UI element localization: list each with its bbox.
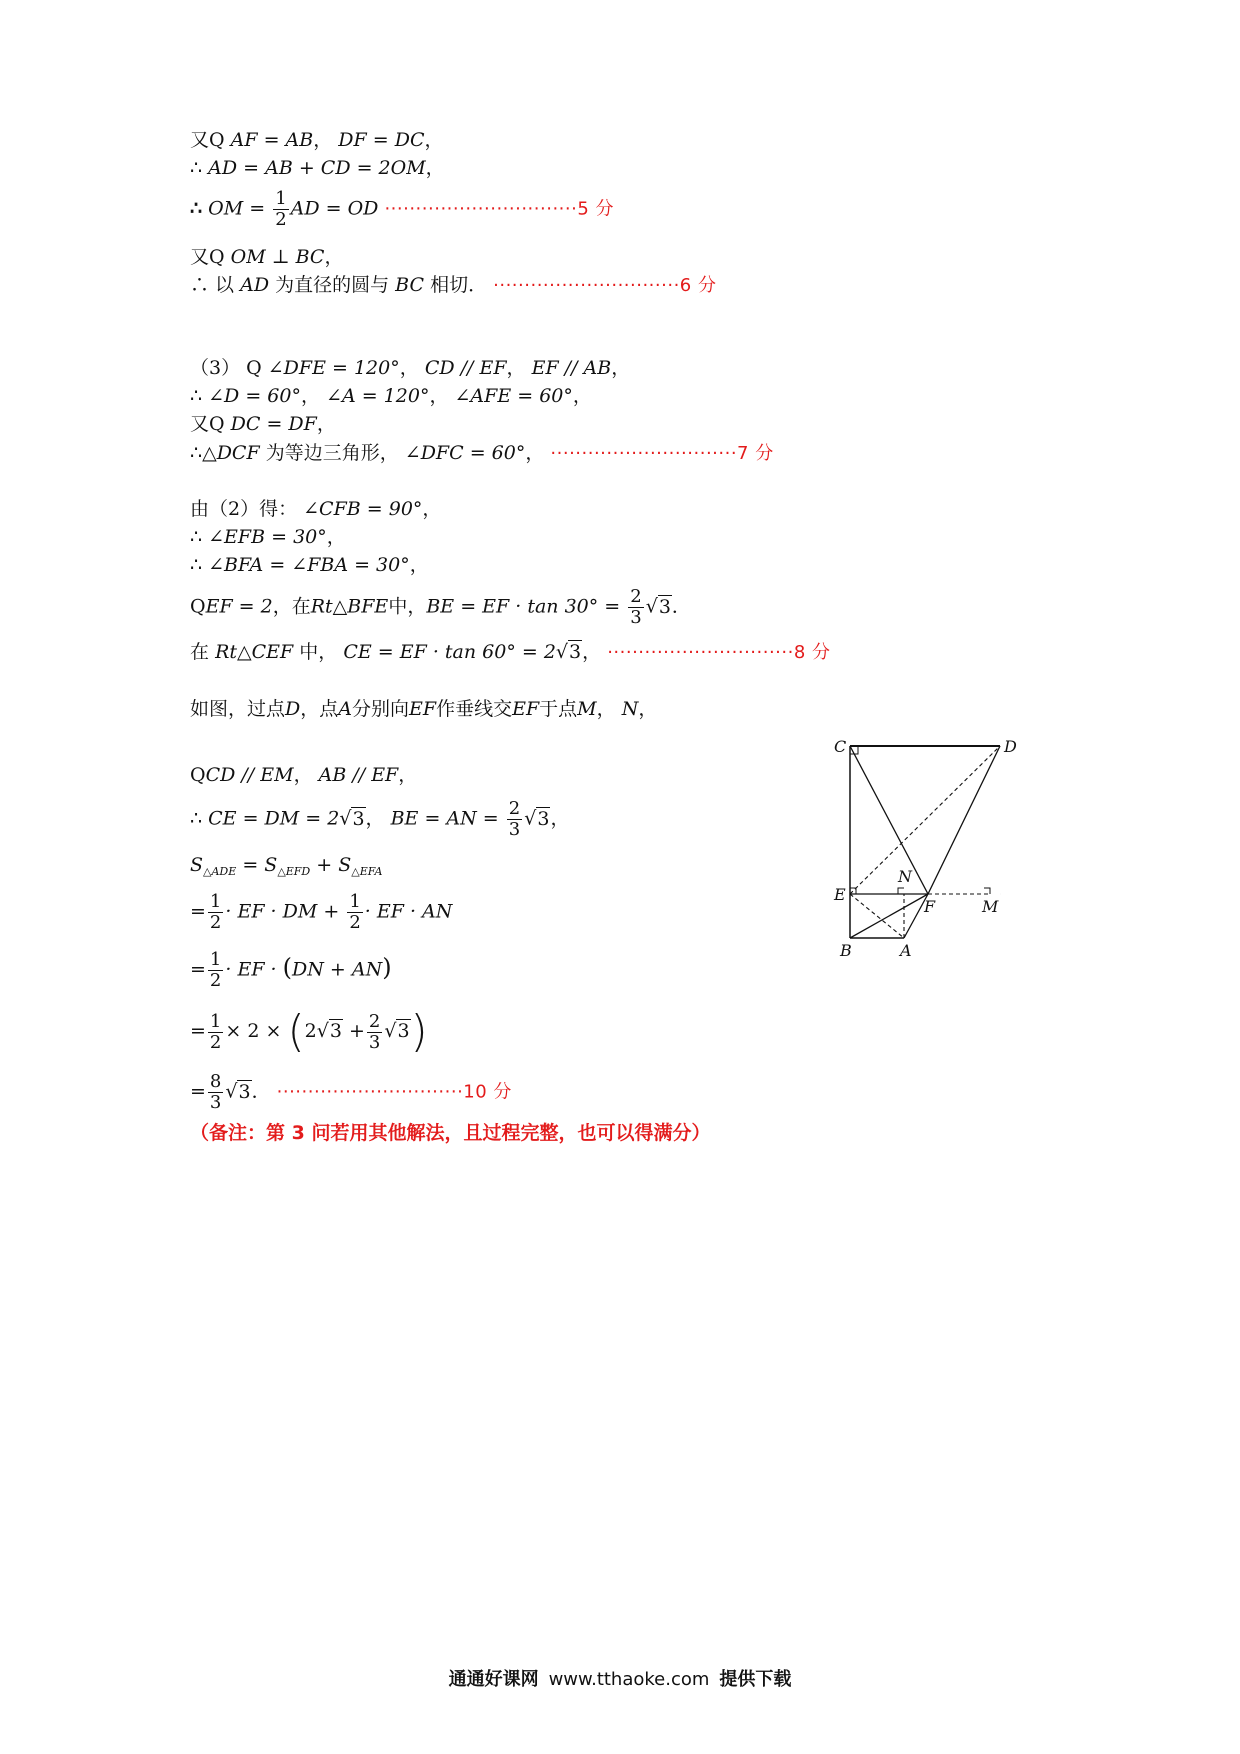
comma: ， — [424, 129, 444, 151]
math-be-eq-an: BE = AN = — [390, 807, 499, 830]
frac-denominator: 3 — [630, 607, 642, 628]
fraction-two-thirds — [628, 588, 643, 627]
math-angle-dfc: ∠DFC = 60° — [404, 442, 526, 464]
comma: ， — [324, 246, 344, 268]
proof3-line-construct — [190, 697, 657, 721]
label-f: F — [924, 897, 936, 916]
radicand: 3 — [537, 807, 550, 830]
comma: ， — [582, 641, 602, 663]
frac-denominator: 2 — [209, 912, 222, 933]
comma: ， — [313, 129, 333, 151]
frac-numerator: 2 — [630, 586, 642, 607]
math-angle-efb: ∠EFB = 30° — [208, 526, 327, 548]
proof3-line-ce — [190, 640, 831, 665]
math-d: D — [285, 698, 301, 720]
text-you: 又 — [190, 413, 210, 435]
comma: ， — [550, 807, 570, 830]
score-5: ·······························5 分 — [384, 198, 614, 220]
radicand: 3 — [352, 807, 365, 830]
equals: = — [190, 1020, 206, 1042]
text-therefore-with: ∴ 以 — [190, 274, 235, 296]
period: ． — [251, 1080, 271, 1103]
math-m: M — [577, 698, 597, 720]
math-ef-an: · EF · AN — [364, 900, 453, 923]
math-ad-eq-od: AD = OD — [290, 197, 379, 220]
subscript-ade: △ADE — [203, 865, 237, 878]
therefore-symbol: ∴ — [190, 807, 203, 830]
proof-line-om-half — [190, 190, 614, 229]
math-times-two: × 2 × — [225, 1020, 282, 1042]
math-ef: EF — [409, 698, 437, 720]
score-8: ······························8 分 — [607, 642, 831, 663]
because-symbol: Q — [209, 413, 225, 435]
radicand: 3 — [397, 1020, 410, 1042]
comma: ， — [365, 807, 385, 830]
page-footer — [0, 1665, 1240, 1691]
comma: ， — [293, 764, 313, 786]
subscript-efa: △EFA — [351, 865, 383, 878]
comma: ， — [429, 385, 449, 407]
math-ef-dm: · EF · DM + — [225, 900, 340, 923]
math-angle-bfa-fba: ∠BFA = ∠FBA = 30° — [208, 554, 410, 576]
therefore-symbol: ∴ — [190, 526, 203, 548]
math-ef-parallel-ab: EF // AB — [531, 357, 612, 379]
proof3-line-dm-an — [190, 800, 569, 839]
proof3-line-area-numeric — [190, 1006, 428, 1057]
period: ． — [671, 595, 691, 618]
radicand: 3 — [238, 1080, 251, 1103]
math-ef-eq-2: EF = 2 — [205, 595, 273, 618]
comma: ， — [398, 764, 418, 786]
therefore-symbol: ∴ — [190, 385, 203, 407]
proof3-line-efb — [190, 525, 346, 549]
math-s: S — [190, 854, 204, 876]
math-plus-s: + S — [310, 854, 352, 876]
footer-brand: 通通好课网 — [448, 1669, 539, 1690]
frac-denominator: 3 — [508, 819, 521, 840]
because-symbol: Q — [209, 246, 225, 268]
frac-denominator: 2 — [209, 970, 222, 991]
fraction-eight-thirds — [208, 1073, 223, 1112]
proof3-line-dc-df — [190, 412, 336, 436]
text-toward: 分别向 — [352, 698, 410, 720]
plus: + — [348, 1020, 365, 1042]
dashed-ed — [850, 746, 1000, 894]
comma: ， — [506, 357, 526, 379]
math-eq-s: = S — [236, 854, 278, 876]
because-symbol: Q — [190, 764, 206, 786]
text-you: 又 — [190, 129, 210, 151]
frac-denominator: 3 — [209, 1092, 222, 1113]
label-e: E — [834, 885, 846, 904]
proof-line-tangent — [190, 273, 716, 298]
comma: ， — [638, 698, 658, 720]
proof3-line-angles — [190, 384, 592, 408]
because-symbol: Q — [190, 595, 206, 618]
text-in: ，在 — [272, 595, 311, 618]
label-n: N — [898, 867, 912, 886]
math-angle-dfe: ∠DFE = 120° — [267, 357, 400, 379]
segment-cf — [850, 746, 928, 894]
fraction-one-half — [208, 893, 223, 932]
math-ef-dot: · EF · — [225, 958, 277, 981]
label-a: A — [900, 941, 912, 960]
comma: ， — [399, 357, 419, 379]
sqrt-three: √3 — [316, 1020, 342, 1042]
comma: ， — [596, 698, 616, 720]
comma: ， — [422, 498, 442, 520]
frac-numerator: 1 — [349, 891, 361, 912]
proof3-line-cfb — [190, 497, 441, 521]
proof3-line-given — [190, 356, 630, 380]
math-ef: EF — [512, 698, 540, 720]
therefore-symbol: ∴ — [190, 197, 203, 220]
math-df-eq-dc: DF = DC — [338, 129, 425, 151]
radicand: 3 — [658, 595, 671, 618]
comma: ， — [425, 157, 445, 179]
score-7: ······························7 分 — [550, 443, 774, 464]
math-be-formula: BE = EF · tan 30° = — [426, 595, 621, 618]
proof3-line-parallels — [190, 763, 417, 787]
coef-two: 2 — [304, 1020, 317, 1042]
fraction-one-half — [273, 190, 288, 229]
geometry-figure — [820, 730, 1030, 970]
math-ad: AD — [240, 274, 270, 296]
fraction-one-half — [208, 1010, 223, 1053]
footer-suffix: 提供下载 — [719, 1669, 792, 1690]
fraction-one-half — [347, 893, 362, 932]
text-middle: 中， — [299, 641, 338, 663]
frac-denominator: 2 — [349, 912, 361, 933]
therefore-symbol: ∴ — [190, 157, 203, 179]
comma: ， — [611, 357, 631, 379]
frac-numerator: 1 — [209, 1010, 222, 1032]
part3-number: （3） — [190, 357, 241, 379]
remark-note: （备注：第 3 问若用其他解法，且过程完整，也可以得满分） — [190, 1122, 711, 1144]
text-you: 又 — [190, 246, 210, 268]
frac-numerator: 2 — [508, 798, 521, 819]
math-n: N — [621, 698, 639, 720]
radicand: 3 — [329, 1020, 342, 1042]
math-cd-parallel-ef: CD // EF — [424, 357, 507, 379]
frac-numerator: 1 — [209, 891, 222, 912]
math-om-eq: OM = — [208, 197, 266, 220]
comma: ， — [316, 413, 336, 435]
text-as-figure: 如图，过点 — [190, 698, 286, 720]
math-af-eq-ab: AF = AB — [230, 129, 314, 151]
text-perpendicular: 作垂线交 — [436, 698, 513, 720]
comma: ， — [300, 385, 320, 407]
text-at-point: 于点 — [539, 698, 578, 720]
math-dcf: DCF — [216, 442, 260, 464]
label-d: D — [1004, 737, 1017, 756]
sqrt-three: √3 — [225, 1080, 251, 1103]
math-angle-cfb: ∠CFB = 90° — [303, 498, 423, 520]
equals: = — [190, 1080, 206, 1103]
proof3-line-area-result — [190, 1073, 512, 1112]
fraction-two-thirds — [367, 1010, 382, 1053]
proof-line-ad-sum — [190, 156, 445, 180]
proof-line-om-perp — [190, 245, 344, 269]
math-ce-eq-dm: CE = DM = 2 — [208, 807, 340, 830]
sqrt-three: √3 — [645, 595, 671, 618]
math-bc: BC — [395, 274, 425, 296]
sqrt-three: √3 — [524, 807, 550, 830]
subscript-efd: △EFD — [277, 865, 311, 878]
math-cd-parallel-em: CD // EM — [205, 764, 294, 786]
proof-line-af-ab — [190, 128, 444, 152]
sqrt-three: √3 — [339, 807, 365, 830]
math-ad-eq-2om: AD = AB + CD = 2OM — [208, 157, 426, 179]
proof3-line-equilateral — [190, 441, 774, 466]
label-c: C — [834, 737, 847, 756]
big-right-paren: ) — [410, 1006, 428, 1057]
because-symbol: Q — [246, 357, 262, 379]
score-10: ······························10 分 — [276, 1081, 512, 1103]
score-6: ······························6 分 — [493, 275, 717, 296]
equals: = — [190, 958, 206, 981]
label-m: M — [982, 897, 999, 916]
comma: ， — [525, 442, 545, 464]
frac-denominator: 2 — [275, 209, 287, 230]
text-diameter-circle: 为直径的圆与 — [275, 274, 390, 296]
frac-denominator: 3 — [368, 1031, 381, 1053]
math-a: A — [338, 698, 352, 720]
proof3-line-be — [190, 588, 691, 627]
right-angle-mark-n — [898, 888, 904, 894]
comma: ， — [326, 526, 346, 548]
therefore-symbol: ∴ — [190, 554, 203, 576]
because-symbol: Q — [209, 129, 225, 151]
math-rt-bfe: Rt△BFE — [310, 595, 389, 618]
math-ab-parallel-ef: AB // EF — [318, 764, 399, 786]
frac-numerator: 8 — [209, 1071, 222, 1092]
equals: = — [190, 900, 206, 923]
frac-numerator: 2 — [368, 1010, 381, 1032]
math-dc-eq-df: DC = DF — [230, 413, 317, 435]
text-equilateral: 为等边三角形， — [265, 442, 399, 464]
frac-numerator: 1 — [209, 949, 222, 970]
frac-denominator: 2 — [209, 1031, 222, 1053]
proof3-line-bfa — [190, 553, 429, 577]
dashed-ea — [850, 894, 904, 938]
fraction-two-thirds — [507, 800, 522, 839]
math-angle-a: ∠A = 120° — [326, 385, 430, 407]
sqrt-three: √3 — [384, 1020, 410, 1042]
big-left-paren: ( — [287, 1006, 305, 1057]
comma: ， — [409, 554, 429, 576]
math-om-perp-bc: OM ⊥ BC — [230, 246, 325, 268]
text-middle: 中， — [388, 595, 427, 618]
comma: ， — [572, 385, 592, 407]
math-dn-plus-an: DN + AN — [292, 958, 383, 981]
proof3-line-area-sum — [190, 853, 382, 884]
proof3-line-area-expand — [190, 893, 452, 932]
segment-df — [928, 746, 1000, 894]
text-in: 在 — [190, 641, 210, 663]
math-rt-cef: Rt△CEF — [215, 641, 294, 663]
therefore-triangle: ∴△ — [190, 442, 217, 464]
proof3-line-area-factor — [190, 951, 392, 990]
math-angle-afe: ∠AFE = 60° — [454, 385, 573, 407]
math-angle-d: ∠D = 60° — [208, 385, 301, 407]
footer-url[interactable]: www.tthaoke.com — [548, 1669, 710, 1690]
text-from-part2: 由（2）得： — [190, 498, 298, 520]
fraction-one-half — [208, 951, 223, 990]
radicand: 3 — [569, 641, 582, 663]
left-paren: ( — [282, 953, 293, 982]
frac-numerator: 1 — [275, 188, 287, 209]
math-ce-formula: CE = EF · tan 60° = 2 — [343, 641, 556, 663]
label-b: B — [840, 941, 852, 960]
sqrt-three: √3 — [555, 641, 582, 663]
right-paren: ) — [382, 953, 392, 982]
text-tangent: 相切． — [430, 274, 488, 296]
text-point: ，点 — [300, 698, 339, 720]
right-angle-mark-m — [984, 888, 990, 894]
